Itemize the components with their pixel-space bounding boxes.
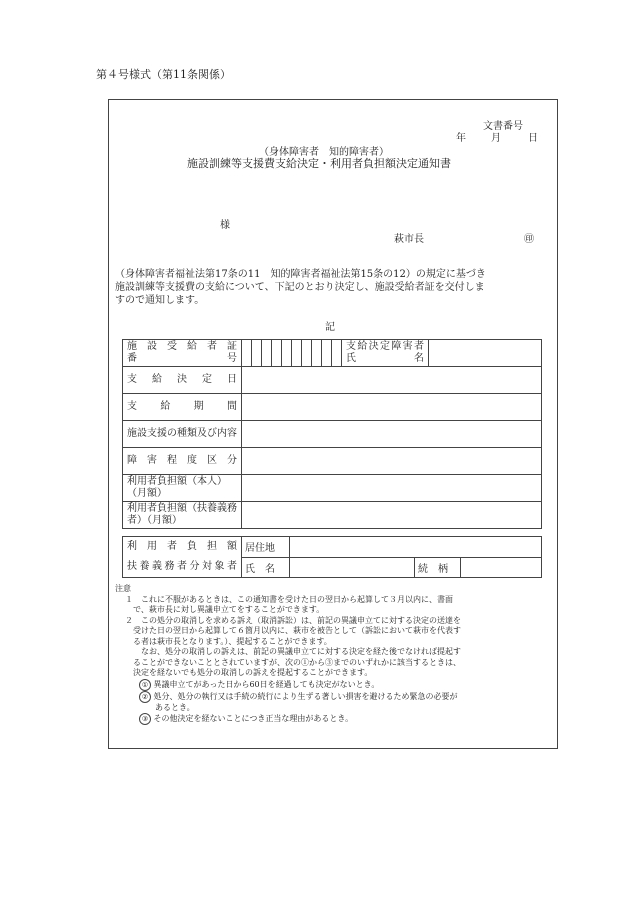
- notes-line: なお、処分の取消しの訴えは、前記の異議申立てに対する決定を経た後でなければ提起す: [125, 647, 461, 656]
- disabled-person-name-value: [429, 340, 542, 367]
- intro-line: （身体障害者福祉法第17条の11 知的障害者福祉法第15条の12）の規定に基づき: [115, 269, 486, 280]
- burden-self-label: 利用者負担額（本人）（月額）: [123, 475, 242, 502]
- subtitle: （身体障害者 知的障害者）: [259, 147, 389, 158]
- address-value: [290, 537, 542, 558]
- guardian-target-label: 利用者負担額 扶養義務者分対象者: [123, 537, 242, 578]
- digit-cell: [312, 340, 322, 367]
- table-row: [123, 502, 542, 529]
- digit-cell: [262, 340, 272, 367]
- notes-item-continuation: あるとき。: [155, 702, 195, 712]
- notes-item: [115, 679, 461, 691]
- payment-period-label: 支給期間: [123, 394, 242, 421]
- date-day-label: 日: [528, 133, 538, 144]
- burden-self-value: [242, 475, 542, 502]
- notes-item-text: 処分、処分の執行又は手続の続行により生ずる著しい損害を避けるため緊急の必要が: [153, 691, 458, 701]
- digit-cell: [302, 340, 312, 367]
- circled-number-2: ②: [139, 691, 151, 703]
- digit-cell: [332, 340, 342, 367]
- address-label: 居住地: [242, 537, 290, 558]
- notes-item-text: その他決定を経ないことにつき正当な理由があるとき。: [153, 714, 354, 723]
- digit-cell: [282, 340, 292, 367]
- support-type-label: 施設支援の種類及び内容: [123, 421, 242, 448]
- relation-label: 続 柄: [415, 557, 461, 578]
- table-row: [123, 394, 542, 421]
- notes-line: １ これに不服があるときは、この通知書を受けた日の翌日から起算して３月以内に、書面: [125, 594, 453, 604]
- seal-mark: ㊞: [524, 234, 534, 245]
- recipient-number-label: 施設受給者証 番号: [123, 340, 242, 367]
- circled-number-3: ③: [139, 713, 151, 725]
- disabled-person-name-label: 支給決定障害者 氏名: [342, 340, 429, 367]
- digit-cell: [252, 340, 262, 367]
- digit-cell: [322, 340, 332, 367]
- notes-line: ることができないこととされていますが、次の①から③までのいずれかに該当するときは、: [125, 657, 461, 667]
- table-row: [123, 537, 542, 558]
- notes-line: 受けた日の翌日から起算して６箇月以内に、萩市を被告として（訴訟において萩市を代表す: [125, 626, 461, 635]
- circled-number-1: ①: [139, 679, 151, 691]
- guardian-name-value: [290, 557, 415, 578]
- notes-line: る者は萩市長となります。）、提起することができます。: [125, 636, 332, 646]
- table-row: [123, 421, 542, 448]
- intro-line: 施設訓練等支援費の支給について、下記のとおり決定し、施設受給者証を交付しま: [115, 282, 485, 293]
- notes-item: [115, 691, 461, 703]
- form-number-label: 第４号様式（第11条関係）: [96, 68, 231, 81]
- date-year-label: 年: [456, 133, 466, 144]
- notes-line: 決定を経ないでも処分の取消しの訴えを提起することができます。: [125, 668, 373, 677]
- page-title: 施設訓練等支援費支給決定・利用者負担額決定通知書: [187, 157, 451, 170]
- issuer-name: 萩市長: [394, 234, 424, 245]
- table-row: [123, 367, 542, 394]
- notes-section: [115, 584, 461, 725]
- notes-heading: 注意: [115, 584, 131, 593]
- notes-line: ２ この処分の取消しを求める訴え（取消訴訟）は、前記の異議申立てに対する決定の送達を: [125, 615, 461, 625]
- decision-date-value: [242, 367, 542, 394]
- burden-guardian-value: [242, 502, 542, 529]
- burden-guardian-label: 利用者負担額（扶養義務者）（月額）: [123, 502, 242, 529]
- intro-paragraph: [115, 268, 486, 307]
- recipient-suffix: 様: [220, 220, 230, 231]
- table-row: [123, 340, 542, 367]
- relation-value: [461, 557, 542, 578]
- date-month-label: 月: [491, 133, 501, 144]
- digit-cell: [242, 340, 252, 367]
- decision-table: [122, 339, 542, 529]
- guardian-table: [122, 536, 542, 578]
- guardian-name-label: 氏 名: [242, 557, 290, 578]
- notes-item-text: 異議申立てがあった日から60日を経過しても決定がないとき。: [153, 679, 380, 689]
- digit-cell: [292, 340, 302, 367]
- notes-item: [115, 713, 461, 725]
- notes-line: で、萩市長に対し異議申立てをすることができます。: [125, 605, 325, 614]
- table-row: [123, 448, 542, 475]
- decision-date-label: 支給決定日: [123, 367, 242, 394]
- digit-cell: [272, 340, 282, 367]
- disability-level-label: 障害程度区分: [123, 448, 242, 475]
- support-type-value: [242, 421, 542, 448]
- table-row: [123, 475, 542, 502]
- payment-period-value: [242, 394, 542, 421]
- document-number-label: 文書番号: [483, 121, 523, 132]
- ki-heading: 記: [325, 322, 335, 333]
- intro-line: すので通知します。: [115, 295, 205, 306]
- disability-level-value: [242, 448, 542, 475]
